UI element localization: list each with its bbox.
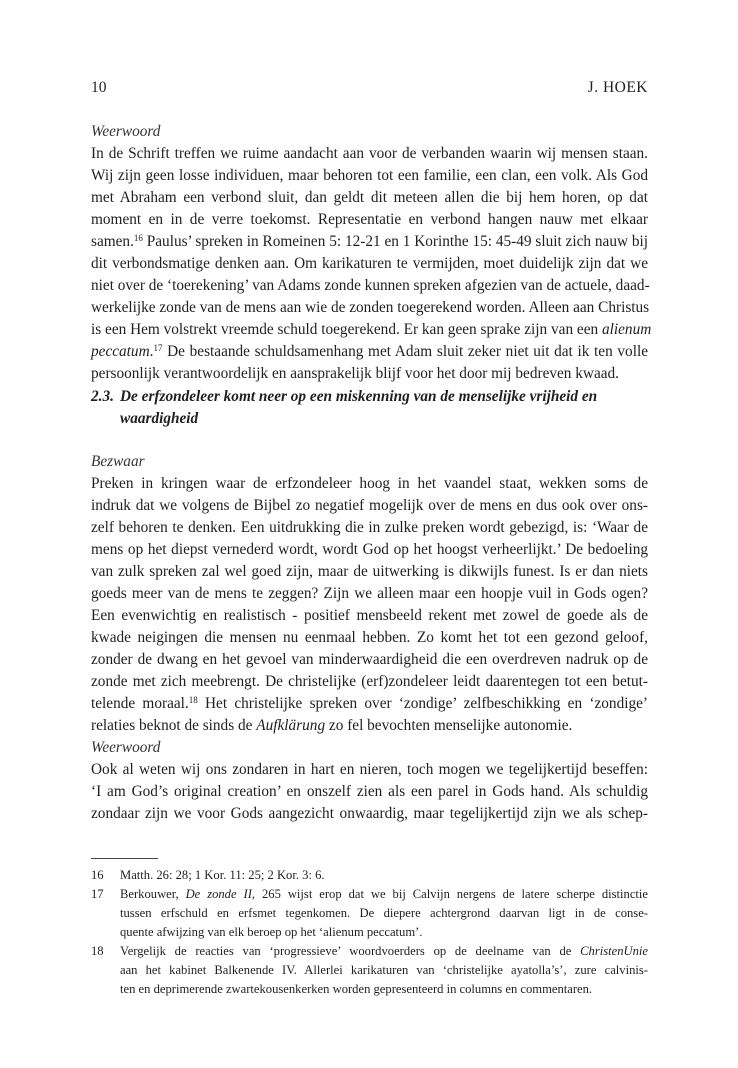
section-title-line: De erfzondeleer komt neer op een miskenning van de menselijke vrijheid en — [120, 388, 598, 405]
section-number: 2.3. — [91, 388, 114, 405]
footnote-text: Vergelijk de reacties van ‘progressieve’ woordvoerders op de deelname van de ChristenUnie — [120, 944, 648, 958]
text-line: zondaar zijn we voor Gods aangezicht onwaardig, maar tegelijkertijd zijn we als schep- — [91, 805, 648, 822]
text-line: peccatum.$^{17}$ De bestaande schuldsamenhang met Adam sluit zeker niet uit dat ik ten volle — [91, 343, 648, 360]
section-label: Weerwoord — [91, 123, 161, 140]
text-line: niet over de ‘toerekening’ van Adams zonde kunnen spreken afgezien van de actuele, daad- — [91, 277, 650, 294]
text-line: werkelijke zonde van de mens aan wie de zonden toegerekend worden. Alleen aan Christus — [91, 299, 650, 316]
paragraph — [91, 143, 652, 385]
footnote-ref-16: 16 — [133, 233, 143, 243]
section-bezwaar — [91, 451, 648, 737]
text-line: telende moraal.$^{18}$ Het christelijke spreken over ‘zondige’ zelfbeschikking en ‘zondige’ — [91, 695, 648, 712]
footnote-16 — [91, 866, 648, 885]
footnote-number: 17 — [91, 887, 104, 901]
footnote-text: quente afwijzing van elk beroep op het ‘alienum peccatum’. — [120, 925, 423, 939]
page-number: 10 — [91, 79, 107, 96]
footnote-ref-17: 17 — [153, 343, 163, 353]
text-line: goeds meer van de mens te zeggen? Zijn we alleen maar een hoopje vuil in Gods ogen? — [91, 585, 648, 602]
section-title-line: waardigheid — [120, 410, 199, 427]
text-line: Wij zijn geen losse individuen, maar behoren tot een familie, een clan, een volk. Als God — [91, 167, 648, 184]
footnote-17 — [91, 885, 648, 942]
footnote-text: aan het kabinet Balkenende IV. Allerlei karikaturen van ‘christelijke ayatolla’s’, zure calvinis- — [120, 963, 648, 977]
footnote-text: Matth. 26: 28; 1 Kor. 11: 25; 2 Kor. 3: 6. — [120, 868, 325, 882]
footnote-text: Berkouwer, De zonde II, 265 wijst erop dat we bij Calvijn nergens de latere scherpe distinctie — [120, 887, 648, 901]
running-head — [91, 77, 648, 99]
text-line: zelf behoren te denken. Een uitdrukking die in zulke preken wordt gebezigd, is: ‘Waar de — [91, 519, 648, 536]
text-line: Preken in kringen waar de erfzondeleer hoog in het vaandel staat, wekken soms de — [91, 475, 648, 492]
section-weerwoord-1 — [91, 121, 652, 385]
text-line: is een Hem volstrekt vreemde schuld toegerekend. Er kan geen sprake zijn van een alienum — [91, 321, 652, 338]
footnote-18 — [91, 942, 648, 999]
text-line: relaties beknot de sinds de Aufklärung zo fel bevochten menselijke autonomie. — [91, 717, 573, 734]
text-line: persoonlijk verantwoordelijk en aansprakelijk blijf voor het door mij bedreven kwaad. — [91, 365, 620, 382]
section-label: Weerwoord — [91, 739, 161, 756]
section-weerwoord-2 — [91, 737, 648, 825]
footnotes — [91, 866, 648, 999]
text-line: Ook al weten wij ons zondaren in hart en nieren, toch mogen we tegelijkertijd beseffen: — [91, 761, 648, 778]
text-line: ‘I am God’s original creation’ en onszelf zien als een parel in Gods hand. Als schuldig — [91, 783, 648, 800]
text-line: In de Schrift treffen we ruime aandacht aan voor de verbanden waarin wij mensen staan. — [91, 145, 648, 162]
section-heading — [91, 386, 648, 430]
section-label: Bezwaar — [91, 453, 145, 470]
text-line: met Abraham een verbond sluit, dan geldt dit meteen allen die bij hem horen, op dat — [91, 189, 648, 206]
text-line: Een evenwichtig en realistisch - positief mensbeeld rekent met zowel de goede als de — [91, 607, 648, 624]
text-line: indruk dat we volgens de Bijbel zo negatief mogelijk over de mens en dus ook over ons- — [91, 497, 648, 514]
footnote-text: tussen erfschuld en erfsmet tegenkomen. De diepere achtergrond daarvan ligt in de conse- — [120, 906, 648, 920]
text-line: zonde met zich meebrengt. De christelijke (erf)zondeleer leidt daarentegen tot een betut- — [91, 673, 648, 690]
text-line: samen.$^{16}$ Paulus’ spreken in Romeinen 5: 12-21 en 1 Korinthe 15: 45-49 sluit zich nauw bij — [91, 233, 648, 250]
running-head-author: J. HOEK — [587, 79, 648, 96]
paragraph — [91, 473, 648, 737]
footnote-divider — [91, 858, 158, 859]
paragraph — [91, 759, 648, 825]
footnote-text: ten en deprimerende zwartekousenkerken worden gepresenteerd in columns en commentaren. — [120, 982, 593, 996]
footnote-number: 16 — [91, 868, 104, 882]
text-line: mens op het diepst vernederd wordt, wordt God op het hoogst verheerlijkt.’ De bedoeling — [91, 541, 648, 558]
text-line: zonder de dwang en het gevoel van minderwaardigheid die een overdreven nadruk op de — [91, 651, 648, 668]
text-line: dit verbondsmatige denken aan. Om karikaturen te vermijden, moet duidelijk zijn dat we — [91, 255, 648, 272]
text-line: kwade neigingen die mensen nu eenmaal hebben. Zo komt het tot een gezond geloof, — [91, 629, 648, 646]
footnote-number: 18 — [91, 944, 104, 958]
text-line: moment en in de verre toekomst. Representatie en verbond hangen nauw met elkaar — [91, 211, 648, 228]
footnote-ref-18: 18 — [188, 695, 198, 705]
text-line: van zulk spreken zal wel goed zijn, maar de uitwerking is dikwijls funest. Is er dan niets — [91, 563, 648, 580]
